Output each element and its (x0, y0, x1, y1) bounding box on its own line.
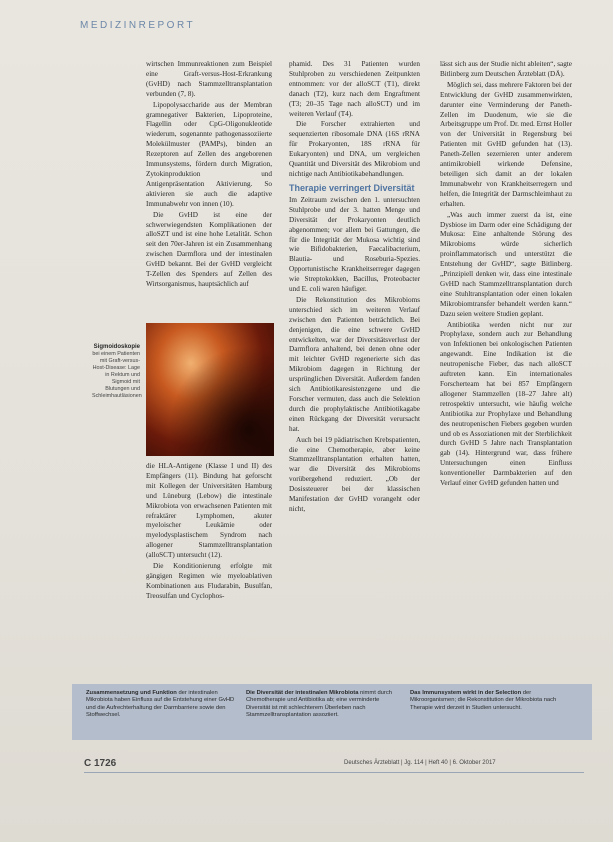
paragraph: Die Forscher extrahierten und sequenzierten ribosomale DNA (16S rRNA für Prokaryonten, 18S rRNA für Eukaryonten) und DNA, um vergleichen Quantität und Diversität des Mikrobiom und nichtige nach Antibiotikabehandlungen. (289, 120, 420, 178)
paragraph: „Was auch immer zuerst da ist, eine Dysbiose im Darm oder eine Schädigung der Mukosa: Eine anhaltende Störung des Mikrobioms würde sicherlich proinflammatorisch und unterstützt die Entstehung der GvHD“, sagte Bitlinberg. „Prinzipiell denken wir, dass eine intestinale GvHD nach Stammzelltransplantation durch eine Stuhltransplantation oder einen lokalen Mikrobiomtransfer behandelt werden kann.“ Dazu seien weitere Studien geplant. (440, 210, 572, 318)
summary-box-2 (246, 690, 396, 719)
journal-citation: Deutsches Ärzteblatt | Jg. 114 | Heft 40 | 6. Oktober 2017 (344, 760, 496, 766)
paragraph: die HLA-Antigene (Klasse I und II) des Empfängers (11). Bindung hat geforscht mit Kollegen der Universitäten Hamburg und Lüneburg (Lebow) die intestinale Mikrobiota von erwachsenen Patienten mit refraktärer Lymphomen, akuter myeloischer Leukämie oder myelodysplastischem Syndrom nach allogener Stammzelltransplantation (alloSCT) untersucht (12). (146, 462, 272, 560)
endoscopy-photo (146, 323, 274, 456)
summary-title: Zusammensetzung und Funktion (86, 690, 177, 696)
paragraph: Die Konditionierung erfolgte mit gängigen Regimen wie myeloablativen Kombinationen aus Fludarabin, Busulfan, Treosulfan und Cyclophos- (146, 562, 272, 600)
paragraph: Lipopolysaccharide aus der Membran gramnegativer Bakterien, Lipoproteine, Flagellin oder CpG-Oligonukleotide wiederum, sogenannte pathogenassoziierte Molekülmuster (PAMPs), binden an Rezeptoren auf Zellen des angeborenen Immunsystems, fördern durch Migration, Zytokinproduktion und Antigenpräsentation Aktivierung. So aktivieren sie auch die adaptive Immunabwehr von innen (10). (146, 100, 272, 208)
paragraph: lässt sich aus der Studie nicht ableiten“, sagte Bitlinberg zum Deutschen Ärzteblatt (DÄ). (440, 60, 572, 78)
page-number: C 1726 (84, 758, 117, 769)
paragraph: Die GvHD ist eine der schwerwiegendsten Komplikationen der alloSZT und ist eine hohe Letalität. Schon seit den 70er-Jahren ist ein Zusammenhang zwischen Darmflora und der intestinalen GvHD bekannt. Bei der GvHD vergleicht T-Zellen des Spenders auf Zellen des Wirtsorganismus, hauptsächlich auf (146, 210, 272, 288)
paragraph: Auch bei 19 pädiatrischen Krebspatienten, die eine Chemotherapie, aber keine Stammzelltransplantation erhalten hatten, war die Diversität des Mikrobioms vorübergehend reduziert. „Ob der Dosissteuerer bei der klassischen Manifestation der GvHD vorangeht oder nicht, (289, 435, 420, 513)
summary-text: der Mikroorganismen; die Rekonstitution der Mikrobiota nach Therapie wird derzeit in Studien untersucht. (410, 690, 557, 711)
footer-rule (84, 772, 584, 773)
photo-caption (92, 344, 140, 400)
paragraph: Die Rekonstitution des Mikrobioms unterschied sich im weiteren Verlauf zwischen den Patienten beträchtlich. Bei denjenigen, die eine schwere GvHD entwickelten, war der Diversitätsverlust der Darmflora anhaltend, bei denen ohne oder mit leichter GvHD regenerierte sich das Mikrobiom dagegen in Richtung der ursprünglichen Diversität. Außerdem fanden sich Antibiotikaresistenzgene und die Forscher vermuten, dass auch die Selektion durch die prophylaktische Antibiotikagabe einen Rückgang der Diversität verursacht hat. (289, 295, 420, 433)
summary-box-3 (410, 690, 560, 712)
text-column-1-lower (146, 462, 272, 603)
caption-title: Sigmoidoskopie (93, 344, 140, 350)
summary-text: nimmt durch Chemotherapie und Antibiotika ab; eine verminderte Diversität ist mit schlechterem Überleben nach Stammzelltransplantation assoziiert. (246, 690, 392, 718)
section-label: MEDIZINREPORT (80, 20, 196, 31)
summary-text: der intestinalen Mikrobiota haben Einfluss auf die Entstehung einer GvHD und die Aufrechterhaltung der Darmbarriere sowie den Stoffwechsel. (86, 690, 235, 718)
paragraph: Möglich sei, dass mehrere Faktoren bei der Entwicklung der GvHD zusammenwirkten, darunter eine Verminderung der Paneth-Zellen im Duodenum, wie sie die Arbeitsgruppe um Prof. Dr. med. Ernst Holler von der Universität in Regensburg bei Patienten mit GvHD gefunden hat (13). Paneth-Zellen sezernieren unter anderem antimikrobiell wirkende Defensine, beteiligen sich damit an der lokalen Immunabwehr von Krankheitserregern und helfen, die Integrität der Darmschleimhaut zu erhalten. (440, 80, 572, 208)
paragraph: Im Zeitraum zwischen den 1. untersuchten Stuhlprobe und der 3. hatten Menge und Diversität der Prokaryonten deutlich abgenommen; vor allem bei Gattungen, die für die Integrität der Mukosa wichtig sind wie Bifidobakterien, Faecalibacterium, Blautia- und Roseburia-Spezies. Opportunistische Krankheitserreger dagegen wie Streptokokken, Bacillus, Proteobacter und E. coli waren häufiger. (289, 195, 420, 294)
text-column-2 (289, 60, 420, 516)
summary-title: Das Immunsystem wirkt in der Selection (410, 690, 522, 696)
paragraph: Antibiotika werden nicht nur zur Prophylaxe, sondern auch zur Behandlung von Infektionen bei onkologischen Patienten angewandt. Eine Indikation ist die neutropenische Fieber, das nach alloSCT auftreten kann. Ein internationales Forscherteam hat bei 857 Empfängern allogener Stammzellen (18–27 Jahre alt) retrospektiv untersucht, wie häufig welche Antibiotika zur Prophylaxe und Behandlung des neutropenischen Fiebers gegeben wurden und ob es Assoziationen mit der Sterblichkeit durch GvHD 5 Jahre nach Transplantation gab (14). Hintergrund war, dass frühere Untersuchungen einen Einfluss konventioneller Darmbakterien auf den Verlauf einer GvHD gefunden hatten und (440, 320, 572, 488)
summary-box-1 (86, 690, 236, 719)
paragraph: wirtschen Immunreaktionen zum Beispiel eine Graft-versus-Host-Erkrankung (GvHD) nach Stammzelltransplantation verbunden (7, 8). (146, 60, 272, 98)
caption-text: bei einem Patienten mit Graft-versus-Host-Disease: Lage in Rektum und Sigmoid mit Blutungen und Schleimhautläsionen (92, 351, 142, 399)
text-column-3 (440, 60, 572, 490)
paragraph: phamid. Des 31 Patienten wurden Stuhlproben zu verschiedenen Zeitpunkten entnommen: vor der alloSCT (T1), direkt danach (T2), kurz nach dem Engraftment (T3; 20–35 Tage nach alloSCT) und im weiteren Verlauf (T4). (289, 60, 420, 118)
subheading: Therapie verringert Diversität (289, 182, 415, 193)
text-column-1 (146, 60, 272, 291)
summary-title: Die Diversität der intestinalen Mikrobiota (246, 690, 359, 696)
